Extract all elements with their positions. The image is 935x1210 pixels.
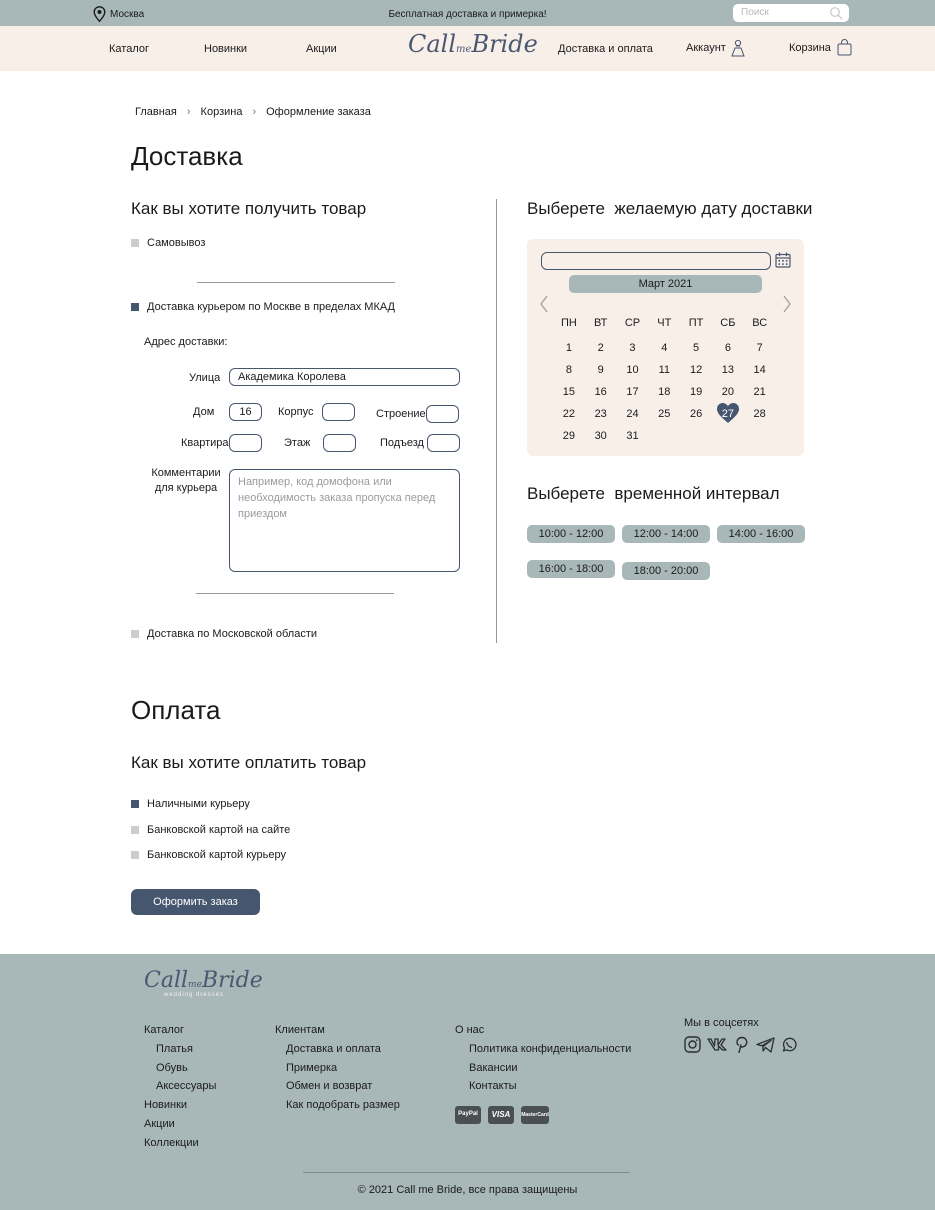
footer-link[interactable]: Вакансии xyxy=(469,1061,518,1074)
entrance-field[interactable] xyxy=(427,434,460,452)
visa-icon: VISA xyxy=(488,1106,514,1124)
footer-link[interactable]: Доставка и оплата xyxy=(286,1042,381,1055)
calendar-day[interactable]: 12 xyxy=(689,364,703,376)
footer-link[interactable]: Политика конфиденциальности xyxy=(469,1042,632,1055)
delivery-option-pickup[interactable] xyxy=(131,237,205,249)
delivery-option-region[interactable] xyxy=(131,628,317,640)
payment-option-card-courier[interactable] xyxy=(131,849,286,861)
weekday: ВТ xyxy=(594,317,608,329)
week-row xyxy=(553,403,785,425)
footer-link[interactable]: Новинки xyxy=(144,1099,188,1112)
street-label: Улица xyxy=(189,372,221,384)
footer-logo-me: me xyxy=(188,980,202,990)
weekday: ПТ xyxy=(688,317,704,329)
payment-question: Как вы хотите оплатить товар xyxy=(131,753,367,772)
calendar-day[interactable]: 21 xyxy=(753,386,766,398)
location-pin-icon xyxy=(93,6,106,22)
radio-bullet xyxy=(131,239,139,247)
delivery-option-label: Доставка по Московской области xyxy=(147,628,318,640)
payment-title: Оплата xyxy=(131,695,221,725)
street-field[interactable]: Академика Королева xyxy=(229,368,460,386)
place-order-button[interactable]: Оформить заказ xyxy=(131,889,260,915)
calendar-day[interactable]: 20 xyxy=(721,386,734,398)
calendar-day[interactable]: 7 xyxy=(756,342,763,354)
logo-me: me xyxy=(456,44,472,55)
footer-col-clients xyxy=(275,1021,400,1115)
calendar-day[interactable]: 23 xyxy=(594,408,607,420)
comment-placeholder-line: приездом xyxy=(238,508,287,520)
weekday: СР xyxy=(624,317,641,329)
payment-option-cash[interactable] xyxy=(131,798,250,810)
footer xyxy=(0,954,935,1210)
footer-link[interactable]: Платья xyxy=(156,1042,193,1055)
comment-label xyxy=(150,466,222,496)
social-title: Мы в соцсетях xyxy=(684,1017,759,1029)
calendar-day[interactable]: 16 xyxy=(594,386,607,398)
time-slot[interactable]: 12:00 - 14:00 xyxy=(622,525,710,543)
calendar-day[interactable]: 30 xyxy=(594,430,607,442)
footer-divider xyxy=(303,1172,630,1173)
payment-option-card-online[interactable] xyxy=(131,824,290,836)
footer-col-about xyxy=(455,1021,631,1096)
column-divider xyxy=(496,199,497,643)
breadcrumb-checkout: Оформление заказа xyxy=(266,106,371,118)
time-slot[interactable]: 16:00 - 18:00 xyxy=(527,560,615,578)
footer-link[interactable]: Клиентам xyxy=(275,1024,325,1036)
delivery-option-label: Самовывоз xyxy=(147,237,206,249)
house-field[interactable]: 16 xyxy=(229,403,262,421)
breadcrumb xyxy=(135,106,371,118)
calendar-day[interactable]: 10 xyxy=(626,364,639,376)
telegram-icon[interactable] xyxy=(756,1037,775,1053)
footer-link[interactable]: Каталог xyxy=(144,1024,184,1036)
nav-delivery[interactable]: Доставка и оплата xyxy=(558,43,653,55)
city-selector[interactable] xyxy=(93,6,144,22)
nav-account-label: Аккаунт xyxy=(686,42,726,54)
logo[interactable] xyxy=(408,30,538,58)
chevron-right-icon: › xyxy=(186,106,191,118)
shopping-bag-icon xyxy=(837,39,852,56)
vk-icon[interactable] xyxy=(707,1037,729,1052)
nav-cart-label: Корзина xyxy=(789,41,831,54)
footer-link[interactable]: Примерка xyxy=(286,1061,338,1074)
week-row xyxy=(553,425,785,447)
nav-sales[interactable]: Акции xyxy=(306,43,337,55)
weekday: СБ xyxy=(720,317,736,329)
time-slot[interactable]: 10:00 - 12:00 xyxy=(527,525,615,543)
calendar-grid xyxy=(553,309,785,447)
footer-col-catalog xyxy=(144,1021,216,1153)
building-label: Строение xyxy=(376,408,426,420)
nav-account[interactable] xyxy=(686,39,745,57)
weekday: ВС xyxy=(752,317,768,329)
calendar-day[interactable]: 31 xyxy=(626,430,639,442)
footer-link[interactable]: Коллекции xyxy=(144,1136,199,1149)
mastercard-icon: MasterCard xyxy=(521,1106,549,1124)
entrance-label: Подъезд xyxy=(380,437,424,449)
calendar-day[interactable]: 3 xyxy=(629,342,636,354)
payment-option-label: Банковской картой курьеру xyxy=(147,849,286,861)
radio-bullet xyxy=(131,826,139,834)
top-bar xyxy=(0,0,935,26)
bride-account-icon xyxy=(731,39,745,57)
payment-option-label: Банковской картой на сайте xyxy=(147,824,291,836)
whatsapp-icon[interactable] xyxy=(781,1037,797,1053)
radio-bullet-selected xyxy=(131,303,139,311)
house-label: Дом xyxy=(193,406,215,418)
building-field[interactable] xyxy=(426,405,459,423)
delivery-option-courier[interactable] xyxy=(131,301,395,313)
week-row xyxy=(553,381,785,403)
calendar-day[interactable]: 1 xyxy=(565,342,572,354)
apartment-label: Квартира xyxy=(181,437,229,449)
korpus-label: Корпус xyxy=(278,406,314,418)
calendar-icon[interactable] xyxy=(775,252,791,268)
breadcrumb-cart[interactable]: Корзина xyxy=(200,106,243,118)
korpus-field[interactable] xyxy=(322,403,355,421)
logo-call: Call xyxy=(408,30,457,58)
address-title: Адрес доставки: xyxy=(144,336,228,348)
calendar-day[interactable]: 24 xyxy=(626,408,639,420)
footer-logo-call: Call xyxy=(144,968,189,993)
calendar-day[interactable]: 26 xyxy=(689,408,703,420)
calendar-day[interactable]: 4 xyxy=(661,342,668,354)
calendar-day[interactable]: 25 xyxy=(658,408,671,420)
nav-catalog[interactable]: Каталог xyxy=(109,43,149,55)
city-label: Москва xyxy=(110,8,145,20)
date-input[interactable] xyxy=(541,252,771,270)
delivery-option-label: Доставка курьером по Москве в пределах МКАД xyxy=(147,301,396,313)
calendar-month: Март 2021 xyxy=(569,275,762,293)
week-row xyxy=(553,337,785,359)
floor-field[interactable] xyxy=(323,434,356,452)
search-icon xyxy=(829,6,843,20)
divider xyxy=(197,282,395,283)
search-input[interactable] xyxy=(733,4,849,22)
instagram-icon[interactable] xyxy=(684,1036,701,1053)
time-slot[interactable]: 14:00 - 16:00 xyxy=(717,525,805,543)
comment-label-line: Комментарии xyxy=(151,467,221,479)
social-links xyxy=(684,1036,797,1053)
calendar-day[interactable]: 18 xyxy=(658,386,671,398)
weekday: ПН xyxy=(560,317,577,329)
pinterest-icon[interactable] xyxy=(735,1036,750,1053)
footer-logo[interactable] xyxy=(144,968,263,993)
paypal-icon: PayPal xyxy=(455,1106,481,1124)
comment-placeholder-line: Например, код домофона или xyxy=(238,476,392,488)
footer-link[interactable]: Как подобрать размер xyxy=(286,1099,400,1112)
calendar-day[interactable]: 6 xyxy=(724,342,731,354)
divider xyxy=(196,593,394,594)
footer-link[interactable]: О нас xyxy=(455,1024,485,1036)
time-title: Выберете временной интервал xyxy=(527,484,780,503)
footer-link[interactable]: Аксессуары xyxy=(156,1080,217,1093)
delivery-title: Доставка xyxy=(131,141,243,171)
footer-link[interactable]: Обмен и возврат xyxy=(286,1080,373,1093)
calendar-title: Выберете желаемую дату доставки xyxy=(527,199,813,218)
calendar-day[interactable]: 22 xyxy=(562,408,576,420)
calendar-day-selected-label: 27 xyxy=(721,408,734,420)
time-slot[interactable]: 18:00 - 20:00 xyxy=(622,562,710,580)
calendar-day[interactable]: 2 xyxy=(597,342,604,354)
chevron-left-icon[interactable] xyxy=(539,295,549,313)
apartment-field[interactable] xyxy=(229,434,262,452)
nav-cart[interactable] xyxy=(789,39,852,56)
calendar-day[interactable]: 19 xyxy=(689,386,703,398)
calendar-day[interactable]: 5 xyxy=(693,342,700,354)
comment-label-line: для курьера xyxy=(154,482,218,494)
radio-bullet-selected xyxy=(131,800,139,808)
floor-label: Этаж xyxy=(284,437,311,449)
calendar-day[interactable]: 29 xyxy=(562,430,576,442)
calendar-day[interactable]: 9 xyxy=(597,364,604,376)
nav-new[interactable]: Новинки xyxy=(204,43,248,55)
footer-link[interactable]: Обувь xyxy=(156,1061,188,1074)
main-nav xyxy=(0,26,935,71)
calendar xyxy=(527,239,804,456)
calendar-day[interactable]: 17 xyxy=(626,386,639,398)
delivery-question: Как вы хотите получить товар xyxy=(131,199,367,218)
calendar-day[interactable]: 14 xyxy=(753,364,766,376)
week-row xyxy=(553,359,785,381)
calendar-day[interactable]: 8 xyxy=(565,364,572,376)
footer-logo-bride: Bride xyxy=(201,968,263,993)
radio-bullet xyxy=(131,630,139,638)
calendar-day[interactable]: 15 xyxy=(562,386,576,398)
copyright: © 2021 Call me Bride, все права защищены xyxy=(357,1184,578,1196)
weekday-row xyxy=(553,309,785,337)
search-placeholder: Поиск xyxy=(741,7,769,18)
footer-link[interactable]: Акции xyxy=(144,1117,175,1130)
footer-link[interactable]: Контакты xyxy=(469,1080,517,1093)
comment-placeholder-line: необходимость заказа пропуска перед xyxy=(238,492,436,504)
comment-textarea[interactable] xyxy=(229,469,460,572)
calendar-day[interactable]: 13 xyxy=(721,364,734,376)
promo-text: Бесплатная доставка и примерка! xyxy=(388,9,547,20)
radio-bullet xyxy=(131,851,139,859)
calendar-day[interactable]: 11 xyxy=(658,364,670,376)
logo-bride: Bride xyxy=(471,30,538,58)
footer-logo-sub: wedding dresses xyxy=(164,992,225,998)
calendar-day-selected[interactable] xyxy=(712,408,744,420)
payment-option-label: Наличными курьеру xyxy=(147,798,250,810)
weekday: ЧТ xyxy=(657,317,672,329)
breadcrumb-home[interactable]: Главная xyxy=(135,106,177,118)
chevron-right-icon: › xyxy=(252,106,257,118)
calendar-day[interactable]: 28 xyxy=(753,408,766,420)
